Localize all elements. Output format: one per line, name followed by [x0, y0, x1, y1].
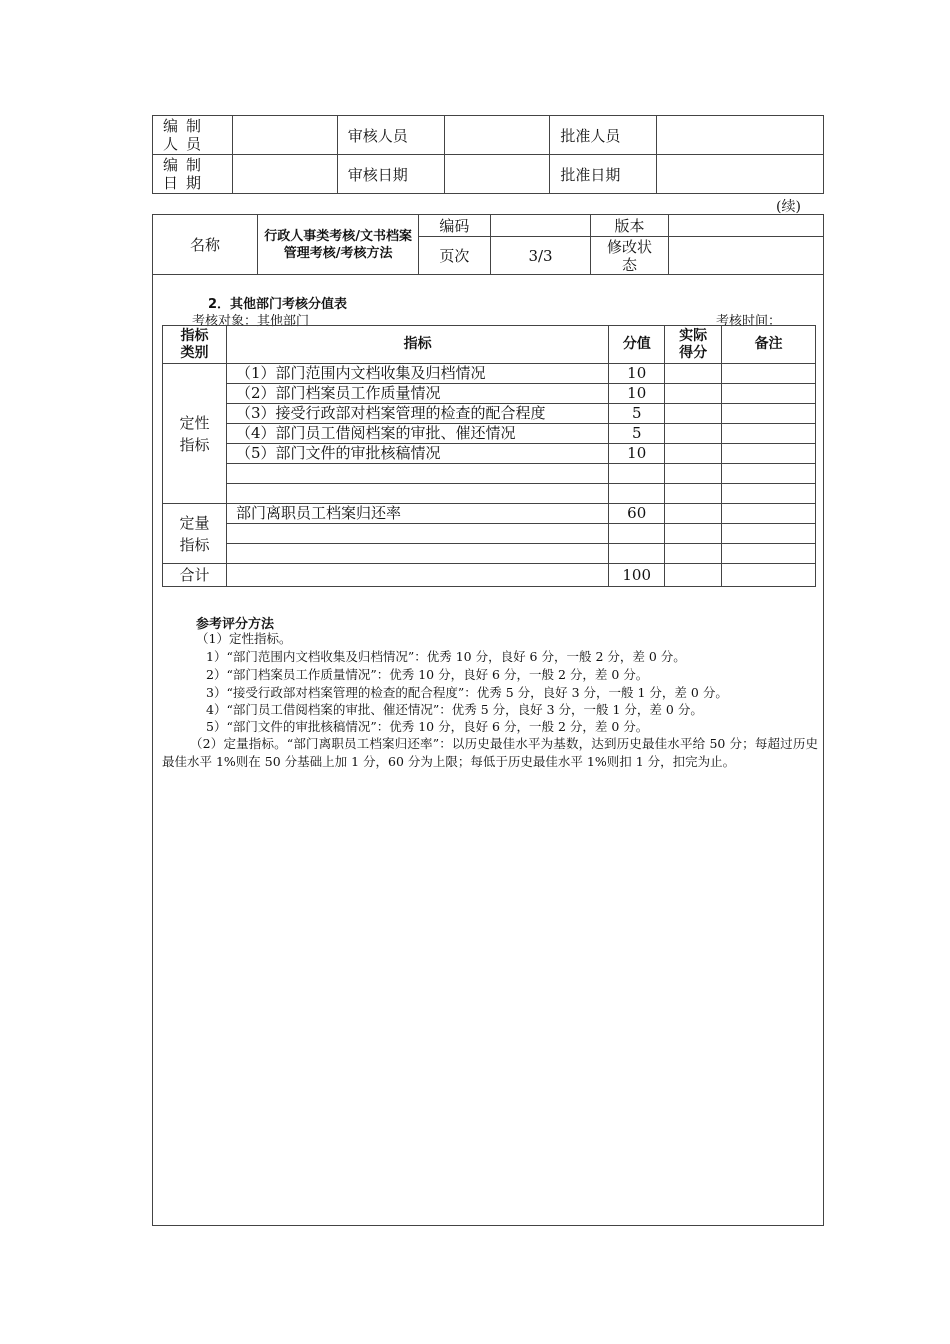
header-actual: 实际得分 [665, 326, 722, 364]
signoff-value[interactable] [444, 116, 550, 155]
total-label: 合计 [163, 564, 227, 587]
table-row [163, 504, 816, 524]
table-row [163, 484, 816, 504]
remark-cell[interactable] [722, 364, 816, 384]
name-label: 名称 [153, 215, 258, 275]
indicator-cell: （3）接受行政部对档案管理的检查的配合程度 [226, 404, 608, 424]
version-value[interactable] [668, 215, 823, 237]
indicator-cell: （5）部门文件的审批核稿情况 [226, 444, 608, 464]
total-remark-cell[interactable] [722, 564, 816, 587]
score-cell: 5 [609, 404, 665, 424]
actual-score-cell[interactable] [665, 524, 722, 544]
score-cell[interactable] [609, 544, 665, 564]
revision-value[interactable] [668, 237, 823, 275]
signoff-label: 审核日期 [337, 155, 444, 194]
score-cell: 10 [609, 364, 665, 384]
actual-score-cell[interactable] [665, 544, 722, 564]
reference-sub-item: 1）“部门范围内文档收集及归档情况”：优秀 10 分，良好 6 分，一般 2 分，差 0 分。 [206, 649, 686, 664]
header-remark: 备注 [722, 326, 816, 364]
table-row [163, 444, 816, 464]
indicator-cell: （2）部门档案员工作质量情况 [226, 384, 608, 404]
header-score: 分值 [609, 326, 665, 364]
remark-cell[interactable] [722, 484, 816, 504]
score-cell[interactable] [609, 484, 665, 504]
header-indicator: 指标 [226, 326, 608, 364]
signoff-row [153, 155, 824, 194]
signoff-value[interactable] [232, 116, 337, 155]
signoff-value[interactable] [657, 116, 824, 155]
actual-score-cell[interactable] [665, 364, 722, 384]
remark-cell[interactable] [722, 444, 816, 464]
signoff-value[interactable] [444, 155, 550, 194]
total-indicator-cell [226, 564, 608, 587]
score-cell: 5 [609, 424, 665, 444]
remark-cell[interactable] [722, 544, 816, 564]
remark-cell[interactable] [722, 404, 816, 424]
reference-sub-item: 2）“部门档案员工作质量情况”：优秀 10 分，良好 6 分，一般 2 分，差 0 分。 [206, 667, 649, 682]
remark-cell[interactable] [722, 504, 816, 524]
actual-score-cell[interactable] [665, 444, 722, 464]
code-value[interactable] [490, 215, 591, 237]
total-actual-cell[interactable] [665, 564, 722, 587]
table-row [163, 524, 816, 544]
remark-cell[interactable] [722, 424, 816, 444]
page-value: 3/3 [490, 237, 591, 275]
score-table [162, 325, 816, 587]
actual-score-cell[interactable] [665, 424, 722, 444]
document-title: 行政人事类考核/文书档案管理考核/考核方法 [257, 215, 418, 275]
indicator-cell: （4）部门员工借阅档案的审批、催还情况 [226, 424, 608, 444]
actual-score-cell[interactable] [665, 484, 722, 504]
score-cell: 60 [609, 504, 665, 524]
signoff-label: 审核人员 [337, 116, 444, 155]
remark-cell[interactable] [722, 464, 816, 484]
signoff-label: 批准日期 [550, 155, 657, 194]
actual-score-cell[interactable] [665, 464, 722, 484]
indicator-cell: 部门离职员工档案归还率 [226, 504, 608, 524]
signoff-value[interactable] [232, 155, 337, 194]
signoff-label: 编制日期 [153, 155, 233, 194]
actual-score-cell[interactable] [665, 404, 722, 424]
signoff-row [153, 116, 824, 155]
assessment-target: 考核对象：其他部门 [192, 314, 310, 329]
table-row [163, 464, 816, 484]
reference-item-1: （1）定性指标。 [196, 631, 292, 646]
indicator-cell[interactable] [226, 484, 608, 504]
indicator-cell[interactable] [226, 544, 608, 564]
section-title: 2．其他部门考核分值表 [208, 297, 348, 312]
reference-item-2: （2）定量指标。“部门离职员工档案归还率”：以历史最佳水平为基数，达到历史最佳水平给 50 分；每超过历史最佳水平 1%则在 50 分基础上加 1 分，60 分为上限；每低于历史最佳水平 1%则扣 1 分，扣完为止。 [162, 736, 818, 769]
score-cell[interactable] [609, 464, 665, 484]
document-header [152, 214, 824, 275]
reference-sub-item: 5）“部门文件的审批核稿情况”：优秀 10 分，良好 6 分，一般 2 分，差 0 分。 [206, 719, 649, 734]
actual-score-cell[interactable] [665, 384, 722, 404]
reference-sub-item: 3）“接受行政部对档案管理的检查的配合程度”：优秀 5 分，良好 3 分，一般 1 分，差 0 分。 [206, 685, 728, 700]
score-cell: 10 [609, 384, 665, 404]
total-score: 100 [609, 564, 665, 587]
table-row [163, 404, 816, 424]
version-label: 版本 [591, 215, 668, 237]
score-cell[interactable] [609, 524, 665, 544]
signoff-value[interactable] [657, 155, 824, 194]
total-row [163, 564, 816, 587]
indicator-cell[interactable] [226, 524, 608, 544]
signoff-table [152, 115, 824, 194]
signoff-label: 批准人员 [550, 116, 657, 155]
header-category: 指标类别 [163, 326, 227, 364]
page-label: 页次 [419, 237, 490, 275]
code-label: 编码 [419, 215, 490, 237]
reference-sub-item: 4）“部门员工借阅档案的审批、催还情况”：优秀 5 分，良好 3 分，一般 1 分，差 0 分。 [206, 702, 703, 717]
table-header-row [163, 326, 816, 364]
table-row [163, 384, 816, 404]
remark-cell[interactable] [722, 384, 816, 404]
signoff-label: 编制人员 [153, 116, 233, 155]
indicator-cell[interactable] [226, 464, 608, 484]
table-row [163, 364, 816, 384]
revision-label: 修改状态 [591, 237, 668, 275]
continued-label: (续) [776, 199, 801, 215]
actual-score-cell[interactable] [665, 504, 722, 524]
table-row [163, 544, 816, 564]
score-cell: 10 [609, 444, 665, 464]
table-row [163, 424, 816, 444]
reference-title: 参考评分方法 [196, 617, 275, 632]
remark-cell[interactable] [722, 524, 816, 544]
category-quantitative: 定量指标 [163, 504, 227, 564]
category-qualitative: 定性指标 [163, 364, 227, 504]
assessment-time: 考核时间： [716, 314, 782, 329]
indicator-cell: （1）部门范围内文档收集及归档情况 [226, 364, 608, 384]
